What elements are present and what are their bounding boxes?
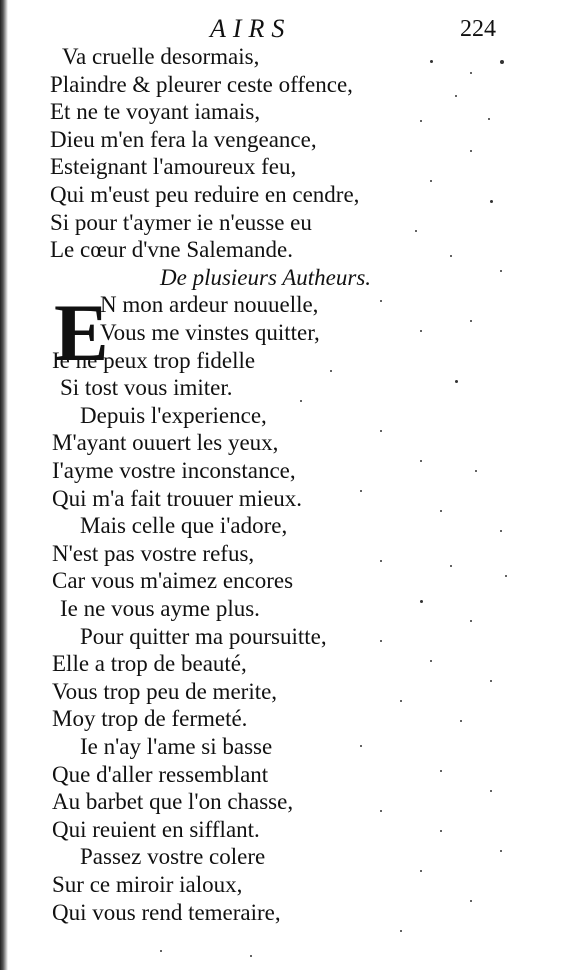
verse-line: Ie ne vous ayme plus. xyxy=(60,596,260,621)
verse-line: Qui m'a fait trouuer mieux. xyxy=(52,485,303,511)
verse-line: M'ayant ouuert les yeux, xyxy=(52,430,279,456)
running-title: AIRS xyxy=(210,14,292,43)
ink-speck xyxy=(440,770,442,772)
ink-speck xyxy=(490,790,492,792)
verse-line: Plaindre & pleurer ceste offence, xyxy=(50,71,353,97)
ink-speck xyxy=(380,430,382,432)
ink-speck xyxy=(360,745,362,747)
ink-speck xyxy=(455,95,457,97)
ink-speck xyxy=(380,810,382,812)
verse-line: Depuis l'experience, xyxy=(80,402,267,428)
ink-speck xyxy=(415,230,417,232)
ink-speck xyxy=(470,150,472,152)
verse-line: Qui m'eust peu reduire en cendre, xyxy=(50,182,360,207)
ink-speck xyxy=(470,900,472,902)
ink-speck xyxy=(380,560,382,562)
verse-line: Vous me vinstes quitter, xyxy=(100,320,320,345)
ink-speck xyxy=(400,700,402,702)
ink-speck xyxy=(450,255,452,257)
ink-speck xyxy=(380,640,382,642)
ink-speck xyxy=(470,620,472,622)
ink-speck xyxy=(360,490,362,492)
verse-line: Moy trop de fermeté. xyxy=(52,706,248,732)
ink-speck xyxy=(470,320,472,322)
verse-line: Qui vous rend temeraire, xyxy=(52,899,281,925)
ink-speck xyxy=(420,460,422,462)
verse-line: Dieu m'en fera la vengeance, xyxy=(50,126,317,152)
verse-line: Mais celle que i'adore, xyxy=(80,513,288,539)
verse-line: N'est pas vostre refus, xyxy=(52,540,255,566)
ink-speck xyxy=(430,180,432,182)
ink-speck xyxy=(440,830,442,832)
ink-speck xyxy=(420,330,422,332)
verse-line: Ie ne peux trop fidelle xyxy=(52,347,256,373)
verse-line: Qui reuient en sifflant. xyxy=(52,816,260,842)
ink-speck xyxy=(420,120,422,122)
ink-speck xyxy=(490,200,493,203)
verse-line: De plusieurs Autheurs. xyxy=(160,264,372,290)
verse-line: N mon ardeur nouuelle, xyxy=(100,292,319,318)
ink-speck xyxy=(300,400,302,402)
verse-line: Pour quitter ma poursuitte, xyxy=(80,623,327,649)
page-number: 224 xyxy=(460,16,496,42)
verse-line: Passez vostre colere xyxy=(80,844,266,870)
ink-speck xyxy=(160,950,162,952)
ink-speck xyxy=(500,270,502,272)
ink-speck xyxy=(400,930,402,932)
verse-line: I'ayme vostre inconstance, xyxy=(52,458,296,483)
ink-speck xyxy=(430,660,432,662)
drop-capital: E xyxy=(54,287,109,378)
ink-speck xyxy=(420,600,423,603)
ink-speck xyxy=(380,300,382,302)
ink-speck xyxy=(460,720,462,722)
verse-line: Le cœur d'vne Salemande. xyxy=(50,237,293,263)
ink-speck xyxy=(500,60,504,64)
ink-speck xyxy=(330,370,332,372)
page-binding-edge xyxy=(0,0,8,970)
verse-line: Car vous m'aimez encores xyxy=(52,568,294,594)
verse-line: Et ne te voyant iamais, xyxy=(50,99,261,125)
ink-speck xyxy=(450,565,452,567)
ink-speck xyxy=(505,575,507,577)
verse-line: Si tost vous imiter. xyxy=(60,375,233,401)
ink-speck xyxy=(475,470,477,472)
ink-speck xyxy=(250,955,252,957)
ink-speck xyxy=(488,118,490,120)
ink-speck xyxy=(500,850,502,852)
ink-speck xyxy=(430,60,433,63)
verse-line: Vous trop peu de merite, xyxy=(52,678,278,704)
verse-line: Au barbet que l'on chasse, xyxy=(52,789,294,815)
verse-line: Elle a trop de beauté, xyxy=(52,651,247,677)
ink-speck xyxy=(470,72,472,74)
verse-line: Va cruelle desormais, xyxy=(62,44,260,69)
ink-speck xyxy=(490,680,492,682)
ink-speck xyxy=(455,380,458,383)
ink-speck xyxy=(500,530,502,532)
ink-speck xyxy=(420,870,422,872)
verse-line: Ie n'ay l'ame si basse xyxy=(80,734,273,759)
verse-line: Si pour t'aymer ie n'eusse eu xyxy=(50,209,312,235)
ink-speck xyxy=(440,510,442,512)
verse-line: Que d'aller ressemblant xyxy=(52,761,269,787)
verse-line: Sur ce miroir ialoux, xyxy=(52,872,243,897)
verse-line: Esteignant l'amoureux feu, xyxy=(50,154,297,180)
